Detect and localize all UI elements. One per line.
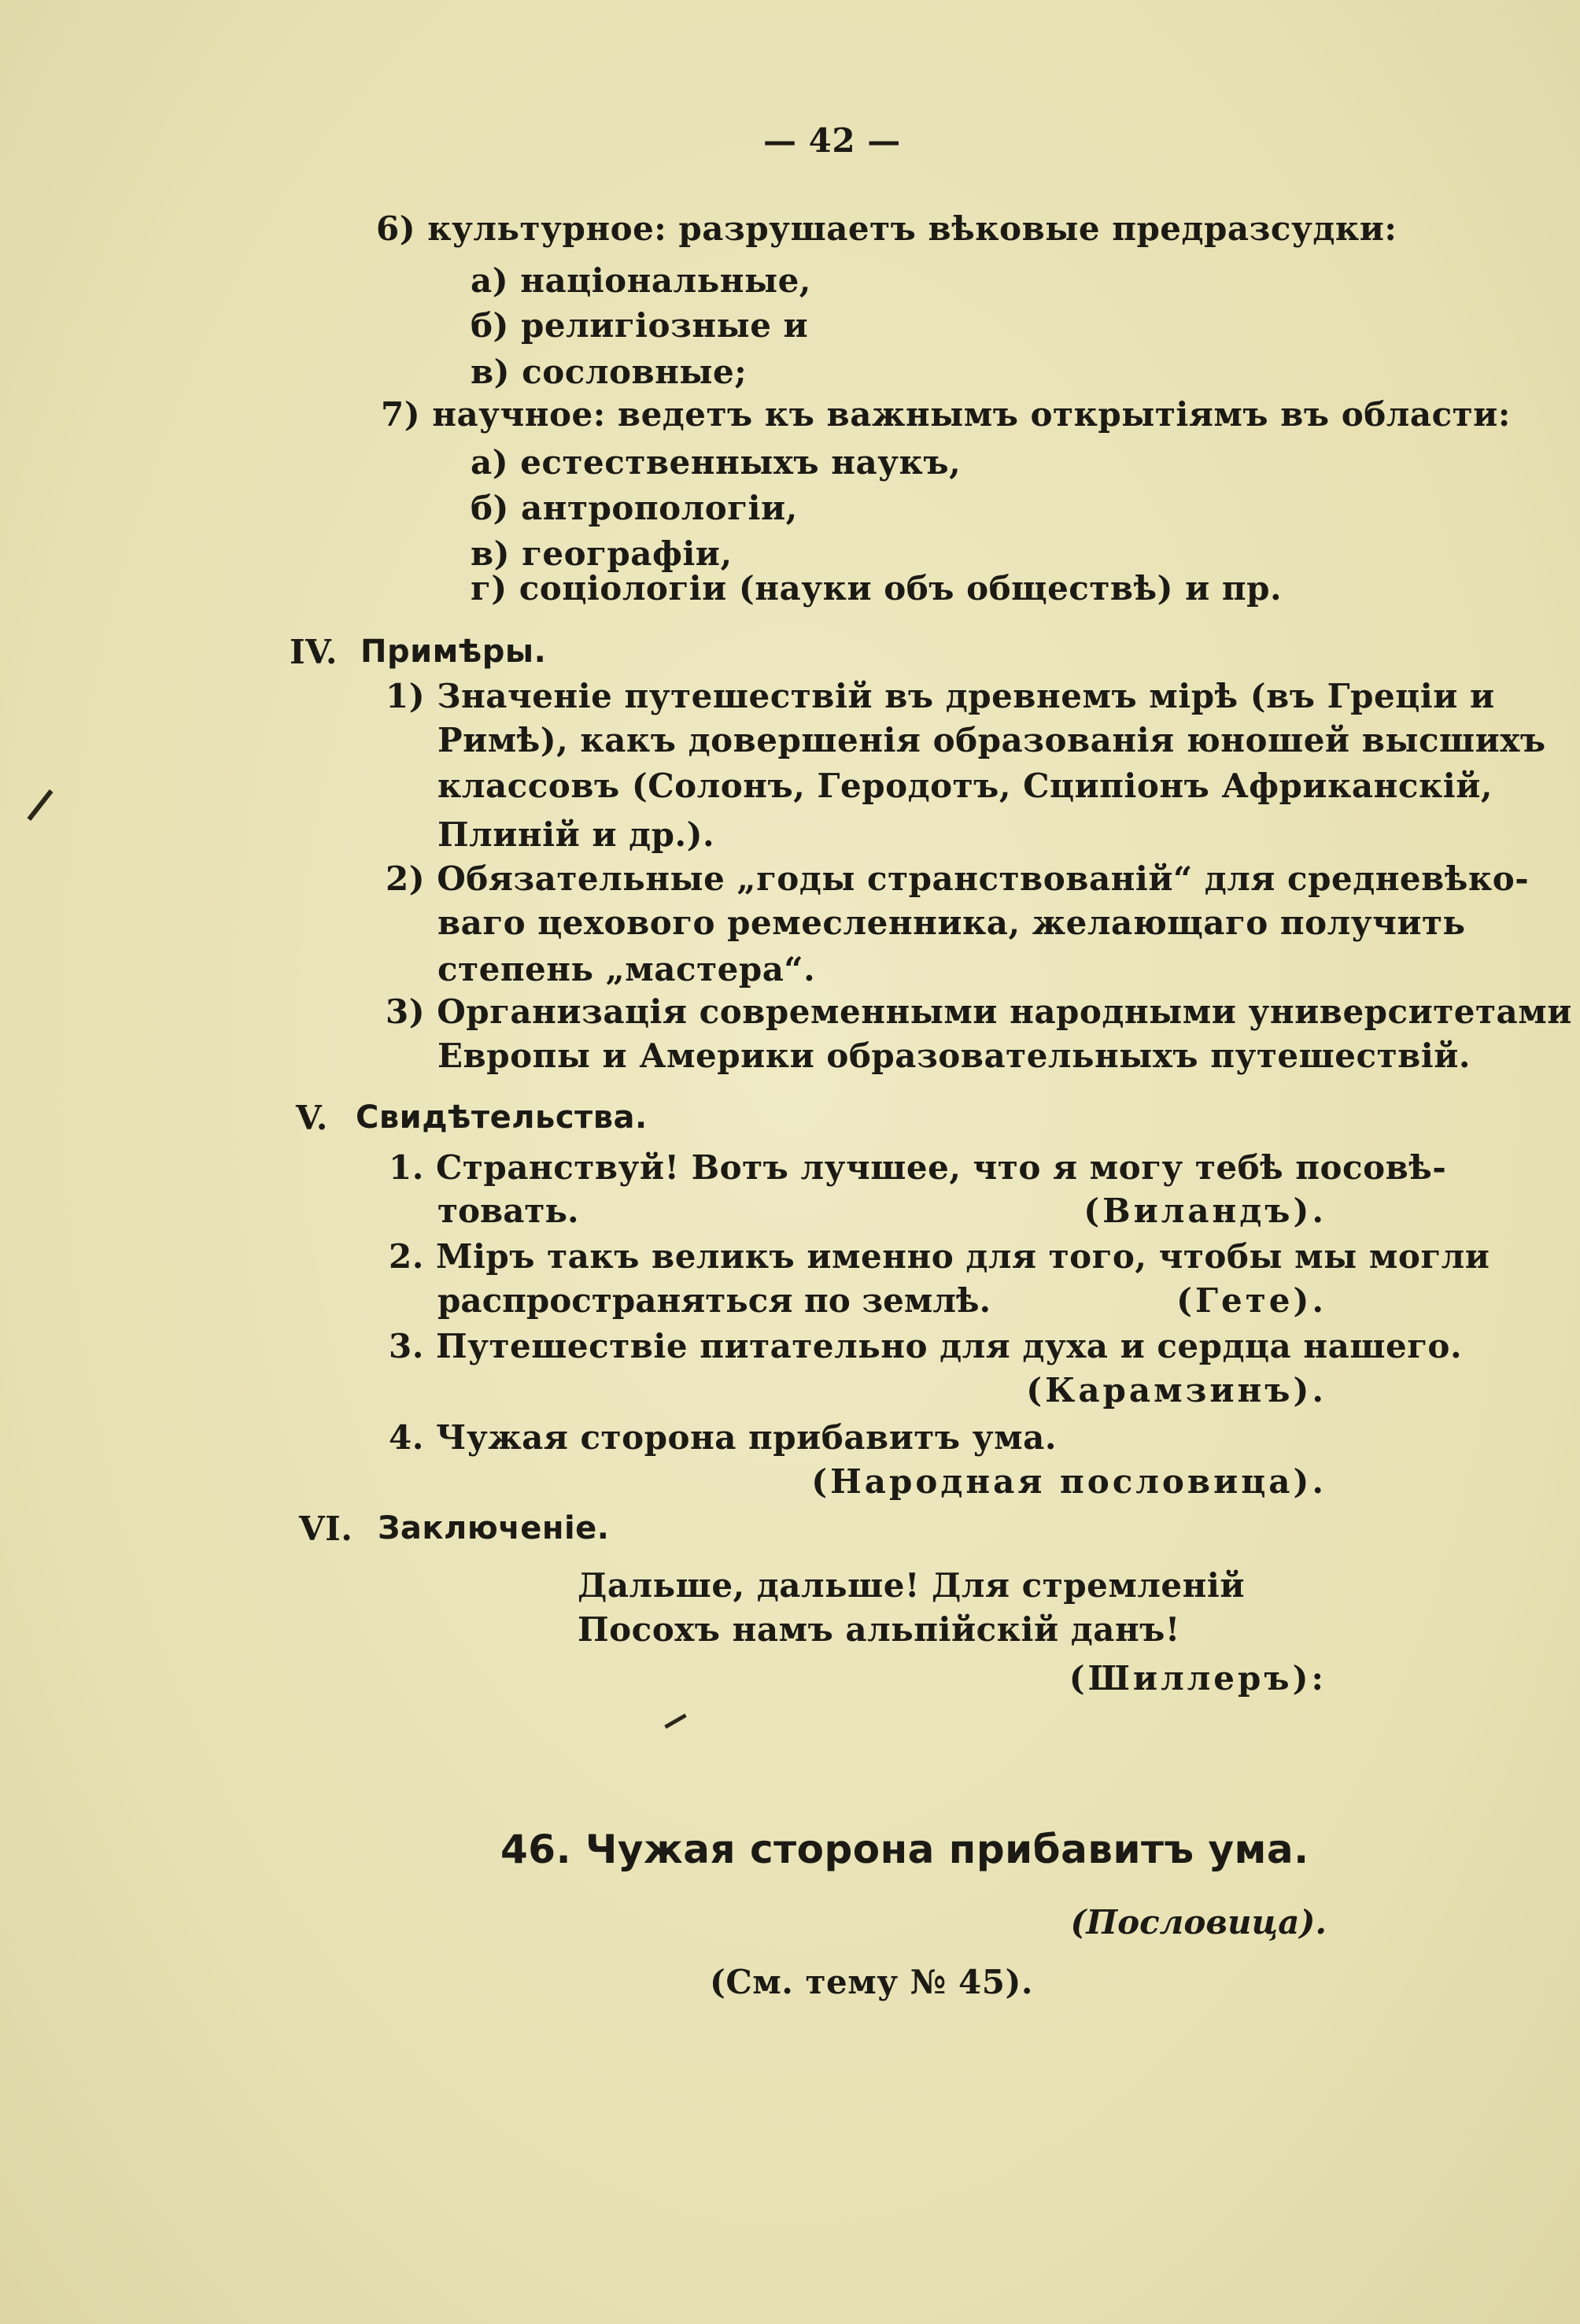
quote-2-author: (Гете). xyxy=(1176,1281,1327,1320)
section-v-numeral: V. xyxy=(296,1099,328,1137)
example-2-line-1: 2) Обязательные „годы странствованій“ для средневѣко- xyxy=(386,859,1530,898)
example-1-line-4: Плиній и др.). xyxy=(437,815,715,854)
verse-author-row xyxy=(578,1659,1327,1698)
section-iv-numeral: IV. xyxy=(290,633,338,671)
verse-line-1: Дальше, дальше! Для стремленій xyxy=(578,1566,1245,1605)
item-7a: а) естественныхъ наукъ, xyxy=(471,443,962,482)
section-iv-heading: Примѣры. xyxy=(360,634,547,670)
quote-4-author-row xyxy=(437,1462,1327,1501)
item-6b: б) религіозные и xyxy=(471,306,809,345)
item-6: 6) культурное: разрушаетъ вѣковые предразсудки: xyxy=(376,209,1397,248)
quote-2-line-1: 2. Міръ такъ великъ именно для того, чтобы мы могли xyxy=(389,1237,1490,1276)
topic-46-title: 46. Чужая сторона прибавитъ ума. xyxy=(500,1827,1309,1872)
section-vi-numeral: VI. xyxy=(299,1509,353,1548)
item-7d: г) соціологіи (науки объ обществѣ) и пр. xyxy=(471,569,1283,608)
quote-2-line-2: распространяться по землѣ. xyxy=(437,1281,991,1320)
section-vi-heading: Заключеніе. xyxy=(378,1510,610,1546)
verse-line-2: Посохъ намъ альпійскій данъ! xyxy=(578,1610,1180,1649)
quote-4-author: (Народная пословица). xyxy=(811,1462,1327,1501)
item-6c: в) сословные; xyxy=(471,353,748,391)
item-7c: в) географіи, xyxy=(471,534,733,573)
stray-pencil-mark xyxy=(27,789,53,821)
quote-4-line-1: 4. Чужая сторона прибавитъ ума. xyxy=(389,1418,1057,1457)
topic-46-source: (Пословица). xyxy=(1070,1903,1327,1942)
topic-46-reference: (См. тему № 45). xyxy=(710,1963,1033,2001)
item-7b: б) антропологіи, xyxy=(471,489,798,527)
quote-2-line-2-row xyxy=(437,1281,1327,1320)
item-7: 7) научное: ведетъ къ важнымъ открытіямъ въ области: xyxy=(381,395,1511,434)
quote-1-line-2-row xyxy=(437,1192,1327,1230)
example-1-line-3: классовъ (Солонъ, Геродотъ, Сципіонъ Африканскій, xyxy=(437,767,1493,805)
example-1-line-2: Римѣ), какъ довершенія образованія юношей высшихъ xyxy=(437,721,1546,759)
example-1-line-1: 1) Значеніе путешествій въ древнемъ мірѣ (въ Греціи и xyxy=(386,677,1495,715)
topic-46-source-row xyxy=(866,1903,1327,1942)
example-2-line-3: степень „мастера“. xyxy=(437,950,816,988)
quote-3-author-row xyxy=(437,1371,1327,1410)
quote-1-line-1: 1. Странствуй! Вотъ лучшее, что я могу тебѣ посовѣ- xyxy=(389,1148,1447,1187)
page-number: — 42 — xyxy=(763,121,901,160)
section-v-heading: Свидѣтельства. xyxy=(356,1099,648,1136)
quote-1-line-2: товать. xyxy=(437,1192,579,1230)
example-2-line-2: ваго цехового ремесленника, желающаго получить xyxy=(437,903,1466,942)
stray-ink-mark xyxy=(664,1713,686,1728)
quote-1-author: (Виландъ). xyxy=(1083,1192,1327,1230)
quote-3-line-1: 3. Путешествіе питательно для духа и сердца нашего. xyxy=(389,1327,1463,1365)
example-3-line-1: 3) Организація современными народными университетами xyxy=(386,992,1572,1031)
quote-3-author: (Карамзинъ). xyxy=(1026,1371,1327,1410)
example-3-line-2: Европы и Америки образовательныхъ путешествій. xyxy=(437,1036,1471,1075)
item-6a: а) національные, xyxy=(471,261,811,300)
verse-author: (Шиллеръ): xyxy=(1069,1659,1327,1698)
